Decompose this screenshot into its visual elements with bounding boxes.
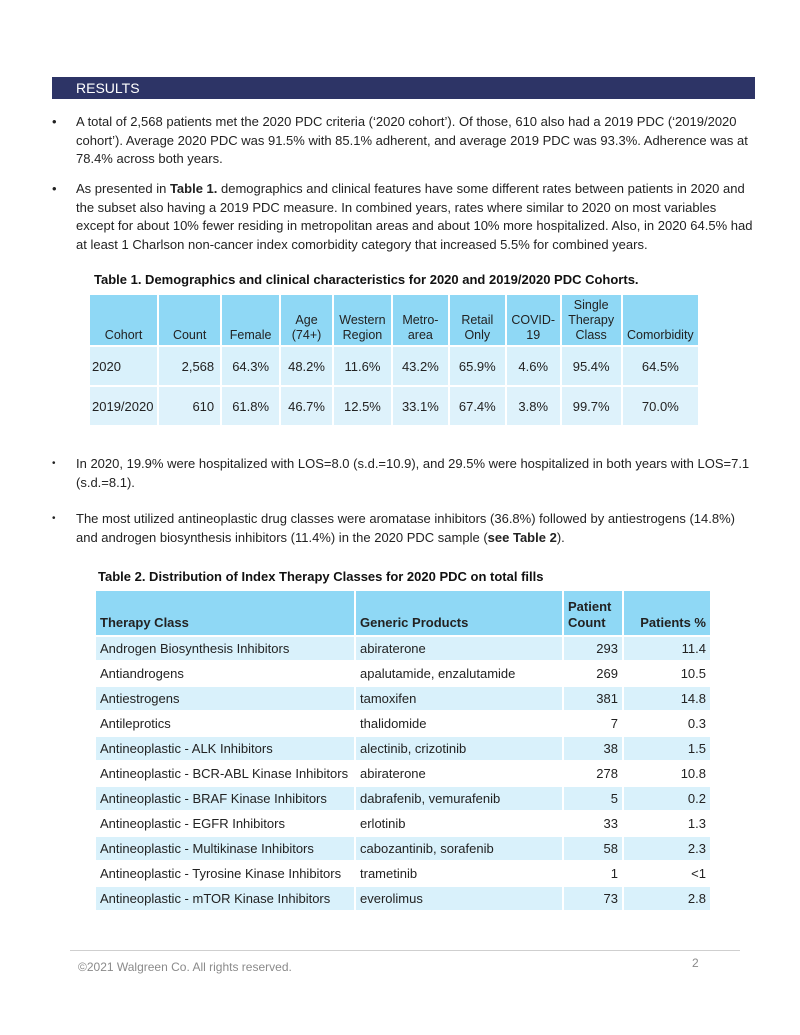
table-cell: 65.9%	[450, 347, 505, 385]
bullet-icon: •	[52, 114, 57, 129]
table2-header-row	[96, 591, 710, 635]
table-cell: 64.5%	[623, 347, 698, 385]
table-cell: 12.5%	[334, 387, 391, 425]
table-cell: 381	[564, 687, 622, 710]
table2-header-cell: Generic Products	[356, 591, 562, 635]
table1-header-cell: Metro-area	[393, 295, 448, 345]
bullet-text: The most utilized antineoplastic drug classes were aromatase inhibitors (36.8%) followed by antiestrogens (14.8%) and androgen biosynthesis inhibitors (11.4%) in the 2020 PDC sample (see Table 2).	[76, 511, 735, 545]
table-cell: 10.8	[680, 766, 706, 781]
table-cell: 70.0%	[623, 387, 698, 425]
table-cell: 2,568	[159, 347, 220, 385]
table1	[88, 293, 700, 427]
table-row	[96, 787, 710, 810]
table-cell: 95.4%	[562, 347, 621, 385]
table-cell: 293	[564, 637, 622, 660]
table-cell: 48.2%	[281, 347, 332, 385]
bullet-icon: •	[52, 458, 56, 469]
table-cell: 610	[159, 387, 220, 425]
table-cell: 0.2	[624, 787, 710, 810]
table-row	[96, 662, 710, 685]
table-cell: abiraterone	[356, 637, 562, 660]
table1-reference: Table 1.	[169, 181, 218, 196]
table-cell: 11.6%	[334, 347, 391, 385]
table-cell: 1	[610, 866, 618, 881]
table-cell: 46.7%	[281, 387, 332, 425]
bullet-text: A total of 2,568 patients met the 2020 PDC criteria (‘2020 cohort’). Of those, 610 also had a 2019 PDC (‘2019/2020 cohort’). Average 2020 PDC was 91.5% with 85.1% adherent, and average 2019 PDC was 93.3%. Adherence was at 78.4% across both years.	[76, 114, 748, 166]
table-cell: 3.8%	[507, 387, 560, 425]
table-cell: <1	[691, 866, 706, 881]
table-cell: Antineoplastic - BRAF Kinase Inhibitors	[96, 787, 354, 810]
table2	[94, 589, 712, 912]
table-cell: Antineoplastic - BCR-ABL Kinase Inhibitors	[100, 766, 349, 781]
table-cell: Antineoplastic - Multikinase Inhibitors	[96, 837, 354, 860]
table-cell: 10.5	[680, 666, 706, 681]
bullet-item	[52, 113, 757, 169]
table-row	[96, 887, 710, 910]
table-cell: 7	[610, 716, 618, 731]
table1-header-cell: Comorbidity	[623, 295, 698, 345]
table-cell: 5	[564, 787, 622, 810]
page-number: 2	[692, 956, 699, 970]
table-cell: 73	[564, 887, 622, 910]
table2-header-cell: Patients %	[624, 591, 710, 635]
table-cell: 2.3	[624, 837, 710, 860]
bullet-item	[52, 455, 757, 492]
table2-header-cell: Patient Count	[564, 591, 622, 635]
table-cell: alectinib, crizotinib	[356, 737, 562, 760]
table-cell: cabozantinib, sorafenib	[356, 837, 562, 860]
table-cell: 33	[603, 816, 618, 831]
table-row	[90, 387, 698, 425]
table-cell: 278	[596, 766, 618, 781]
table-cell: Androgen Biosynthesis Inhibitors	[96, 637, 354, 660]
section-title: RESULTS	[52, 77, 755, 99]
table-row	[96, 812, 710, 835]
table1-header-cell: Single Therapy Class	[562, 295, 621, 345]
table1-caption: Table 1. Demographics and clinical characteristics for 2020 and 2019/2020 PDC Cohorts.	[94, 272, 639, 287]
table-cell: 11.4	[624, 637, 710, 660]
table-cell: 99.7%	[562, 387, 621, 425]
table-cell: 33.1%	[393, 387, 448, 425]
table-cell: 1.5	[624, 737, 710, 760]
table-cell: Antineoplastic - mTOR Kinase Inhibitors	[96, 887, 354, 910]
table-row	[96, 762, 710, 785]
table1-header-cell: Cohort	[90, 295, 157, 345]
table-cell: Antineoplastic - EGFR Inhibitors	[100, 816, 285, 831]
table1-header-cell: COVID-19	[507, 295, 560, 345]
table-cell: Antiestrogens	[96, 687, 354, 710]
table-row	[96, 862, 710, 885]
bullet-item	[52, 180, 757, 254]
table-row	[96, 712, 710, 735]
table-cell: abiraterone	[360, 766, 426, 781]
table-cell: 61.8%	[222, 387, 279, 425]
copyright-footer: ©2021 Walgreen Co. All rights reserved.	[78, 960, 292, 974]
table-cell: Antineoplastic - Tyrosine Kinase Inhibitors	[100, 866, 342, 881]
table-cell: trametinib	[360, 866, 418, 881]
table-row	[96, 687, 710, 710]
table-cell: 2020	[90, 347, 157, 385]
table1-header-row	[90, 295, 698, 345]
table1-header-cell: Female	[222, 295, 279, 345]
table-cell: dabrafenib, vemurafenib	[356, 787, 562, 810]
table-row	[96, 637, 710, 660]
table-cell: tamoxifen	[356, 687, 562, 710]
table-cell: 58	[564, 837, 622, 860]
table-cell: 269	[596, 666, 618, 681]
bullet-icon: •	[52, 181, 57, 196]
table2-reference: see Table 2	[487, 529, 557, 545]
table-cell: 64.3%	[222, 347, 279, 385]
table-cell: 4.6%	[507, 347, 560, 385]
table-cell: 1.3	[687, 816, 706, 831]
table-row	[96, 737, 710, 760]
table1-header-cell: Retail Only	[450, 295, 505, 345]
bullet-icon: •	[52, 513, 56, 524]
table-cell: Antiandrogens	[100, 666, 184, 681]
table-cell: 14.8	[624, 687, 710, 710]
table1-header-cell: Count	[159, 295, 220, 345]
footer-divider	[70, 950, 740, 951]
table-cell: 67.4%	[450, 387, 505, 425]
table-cell: Antileprotics	[100, 716, 171, 731]
table-row	[90, 347, 698, 385]
table-cell: Antineoplastic - ALK Inhibitors	[96, 737, 354, 760]
table-row	[96, 837, 710, 860]
table-cell: 0.3	[687, 716, 706, 731]
table-cell: 2019/2020	[90, 387, 157, 425]
bullet-text: In 2020, 19.9% were hospitalized with LOS=8.0 (s.d.=10.9), and 29.5% were hospitalized in both years with LOS=7.1 (s.d.=8.1).	[76, 456, 750, 490]
table1-header-cell: Age (74+)	[281, 295, 332, 345]
table2-caption: Table 2. Distribution of Index Therapy Classes for 2020 PDC on total fills	[98, 569, 544, 584]
table-cell: apalutamide, enzalutamide	[360, 666, 516, 681]
table-cell: 38	[564, 737, 622, 760]
bullet-text: As presented in Table 1. demographics and clinical features have some different rates between patients in 2020 and the subset also having a 2019 PDC measure. In combined years, rates where similar to 2020 on most variables except for about 10% fewer residing in metropolitan areas and about 10% more hospitalized. Also, in 2020 64.5% had at least 1 Charlson non-cancer index comorbidity category that increased 5.5% for combined years.	[76, 181, 753, 252]
table-cell: 43.2%	[393, 347, 448, 385]
bullet-item	[52, 510, 757, 547]
table-cell: 2.8	[624, 887, 710, 910]
table2-header-cell: Therapy Class	[96, 591, 354, 635]
table-cell: thalidomide	[360, 716, 427, 731]
table1-header-cell: Western Region	[334, 295, 391, 345]
table-cell: erlotinib	[360, 816, 406, 831]
table-cell: everolimus	[356, 887, 562, 910]
